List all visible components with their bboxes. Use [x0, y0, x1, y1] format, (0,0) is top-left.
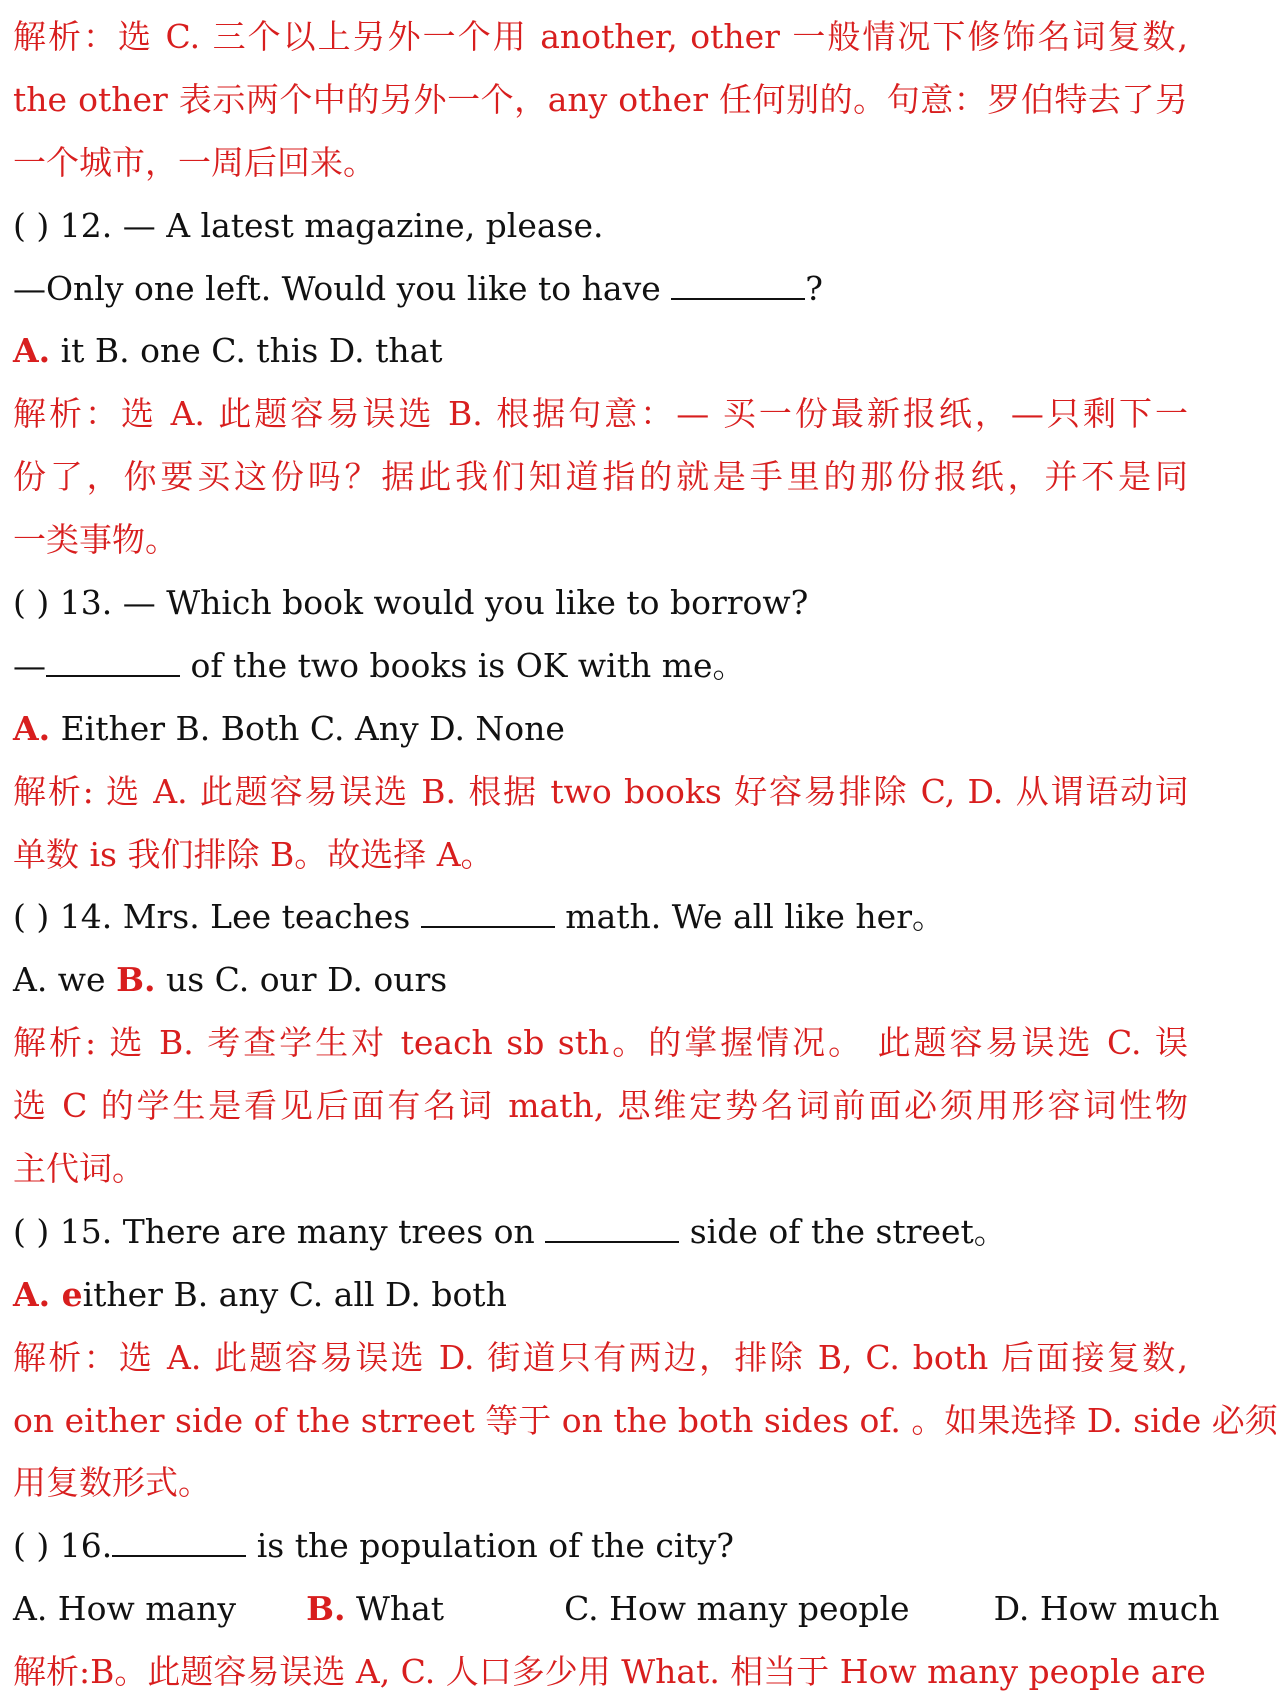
- q12-other-options: it B. one C. this D. that: [50, 331, 443, 371]
- q11-explanation-line-2: the other 表示两个中的另外一个，any other 任何别的。句意：罗伯特去了另: [13, 79, 1188, 119]
- q12-blank: [671, 268, 805, 300]
- q13-options: [13, 698, 1188, 761]
- q14-correct-option: B.: [116, 960, 156, 1000]
- q13-correct-option: A.: [13, 708, 51, 748]
- q11-explanation-line-3: 一个城市，一周后回来。: [13, 142, 376, 182]
- q13-answer-line: [13, 635, 1188, 698]
- q14-options: [13, 949, 1188, 1012]
- q13-answer-prefix: —: [13, 645, 46, 685]
- q12-explanation-line-3: 一类事物。: [13, 520, 178, 560]
- q12-answer-line: [13, 258, 1188, 321]
- q12-explanation-line-1: 解析：选 A. 此题容易误选 B. 根据句意：— 买一份最新报纸，—只剩下一: [13, 394, 1188, 434]
- q15-question-suffix: side of the street。: [679, 1211, 1007, 1251]
- q13-question: ( ) 13. — Which book would you like to borrow?: [13, 583, 809, 623]
- q14-explanation-line-2: 选 C 的学生是看见后面有名词 math, 思维定势名词前面必须用形容词性物: [13, 1086, 1188, 1126]
- q16-options: [13, 1578, 1220, 1641]
- q13-explanation-line-1: 解析: 选 A. 此题容易误选 B. 根据 two books 好容易排除 C, D. 从谓语动词: [13, 771, 1188, 811]
- q13-other-options: Either B. Both C. Any D. None: [50, 708, 565, 748]
- q16-question-prefix: ( ) 16.: [13, 1526, 113, 1566]
- q15-question: [13, 1201, 1188, 1264]
- q15-explanation-line-3: 用复数形式。: [13, 1463, 211, 1503]
- q13-explanation-line-2: 单数 is 我们排除 B。故选择 A。: [13, 834, 494, 874]
- q16-question: [13, 1515, 1188, 1578]
- q12-answer-suffix: ?: [805, 268, 823, 308]
- q15-blank: [545, 1211, 679, 1243]
- q12-options: [13, 320, 1188, 383]
- q15-question-prefix: ( ) 15. There are many trees on: [13, 1211, 535, 1251]
- q14-question-suffix: math. We all like her。: [554, 897, 945, 937]
- q11-explanation-line-1: 解析：选 C. 三个以上另外一个用 another, other 一般情况下修饰名词复数,: [13, 17, 1188, 56]
- q16-option-a: A. How many: [13, 1589, 237, 1629]
- q12-question: ( ) 12. — A latest magazine, please.: [13, 205, 604, 245]
- q14-blank: [421, 896, 555, 928]
- q12-explanation-line-2: 份了，你要买这份吗？据此我们知道指的就是手里的那份报纸，并不是同: [13, 457, 1188, 497]
- q15-options: [13, 1264, 1188, 1327]
- q14-question: [13, 886, 1188, 949]
- q16-option-d: D. How much: [993, 1589, 1220, 1629]
- q12-correct-option: A.: [13, 331, 51, 371]
- q15-other-options: ither B. any C. all D. both: [82, 1274, 507, 1314]
- q13-answer-suffix: of the two books is OK with me。: [180, 645, 746, 685]
- q16-blank: [112, 1525, 246, 1557]
- q16-explanation-line-1: 解析:B。此题容易误选 A, C. 人口多少用 What. 相当于 How many people are: [13, 1652, 1206, 1692]
- q15-explanation-line-1: 解析：选 A. 此题容易误选 D. 街道只有两边，排除 B, C. both 后面接复数,: [13, 1337, 1188, 1377]
- q14-explanation-line-1: 解析: 选 B. 考查学生对 teach sb sth。的掌握情况。 此题容易误选 C. 误: [13, 1023, 1188, 1063]
- q15-correct-option: A. e: [13, 1274, 83, 1314]
- q16-correct-option: B.: [306, 1589, 346, 1629]
- q13-blank: [46, 645, 180, 677]
- q14-other-options: us C. our D. ours: [155, 960, 448, 1000]
- q16-question-suffix: is the population of the city?: [246, 1526, 734, 1566]
- q14-question-prefix: ( ) 14. Mrs. Lee teaches: [13, 897, 411, 937]
- q14-option-a: A. we: [13, 960, 117, 1000]
- q15-explanation-line-2: on either side of the strreet 等于 on the both sides of. 。如果选择 D. side 必须: [13, 1400, 1278, 1440]
- q14-explanation-line-3: 主代词。: [13, 1149, 145, 1189]
- q12-answer-prefix: —Only one left. Would you like to have: [13, 268, 661, 308]
- q16-option-c: C. How many people: [564, 1589, 910, 1629]
- q16-option-b-text: What: [345, 1589, 445, 1629]
